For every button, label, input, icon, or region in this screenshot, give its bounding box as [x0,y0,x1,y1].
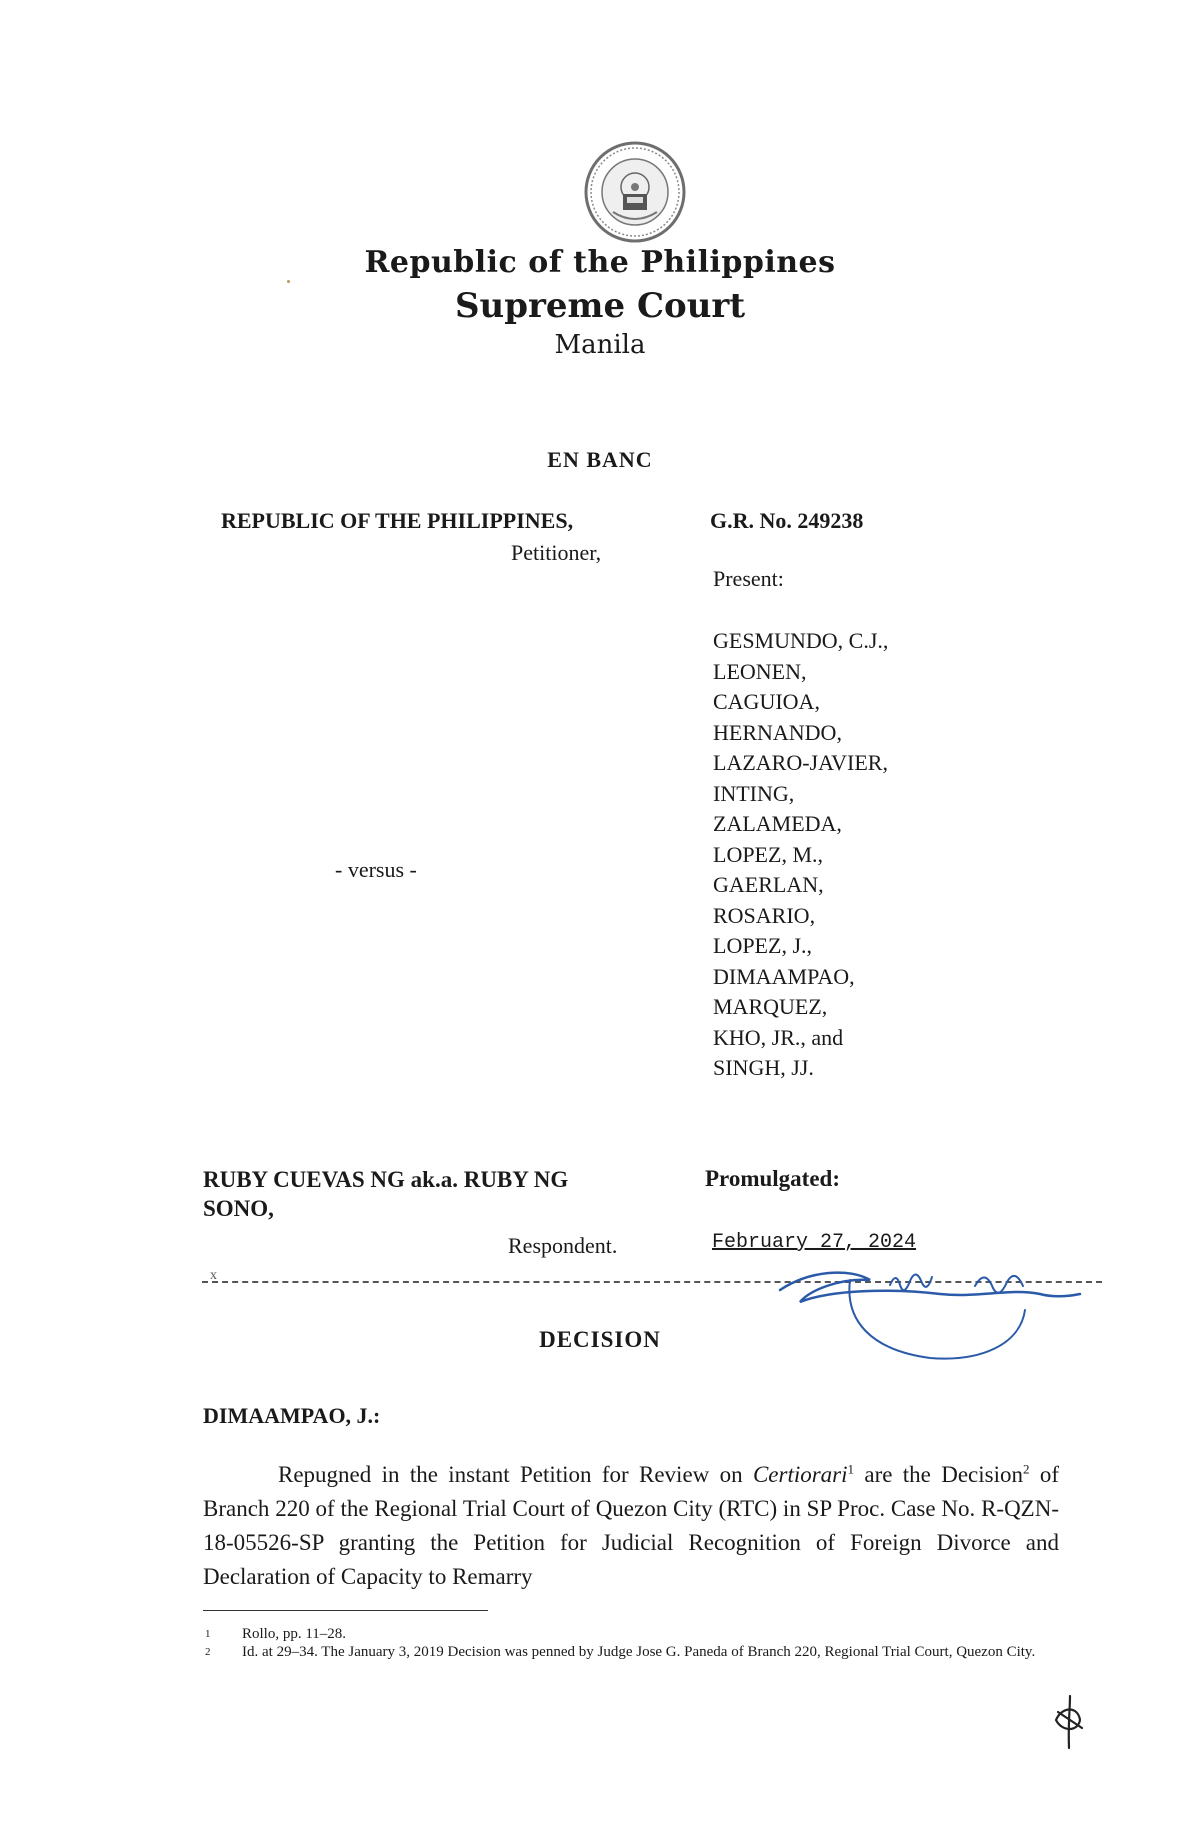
justice-entry: LOPEZ, J., [713,933,812,958]
justice-entry: HERNANDO, [713,719,842,745]
respondent-role: Respondent. [508,1233,618,1258]
header-manila: Manila [554,330,646,360]
justices-list [713,626,888,1084]
separator-x-mark: x [210,1268,217,1283]
justice-entry: LAZARO-JAVIER, [713,750,888,775]
versus-label: - versus - [335,857,417,882]
opening-paragraph [203,1458,1059,1594]
justice-entry: INTING, [713,780,795,806]
footnote-text: Rollo, pp. 11–28. [242,1626,347,1642]
petitioner-name: REPUBLIC OF THE PHILIPPINES, [221,508,574,533]
present-label: Present: [713,566,784,591]
footnote-number: 2 [205,1646,211,1658]
justice-entry: ZALAMEDA, [713,811,842,836]
footnote [205,1642,1105,1684]
footnote-number: 1 [205,1628,211,1640]
header-supreme-court: Supreme Court [454,286,746,326]
justice-entry: KHO, JR., and [713,1024,844,1050]
footnote-text: Id. at 29–34. The January 3, 2019 Decision was penned by Judge Jose G. Paneda of Branch 220, Regional Trial Court, Quezon City. [242,1644,1036,1660]
justice-entry: LEONEN, [713,658,807,684]
justice-entry: CAGUIOA, [713,689,820,714]
decision-title: DECISION [539,1327,661,1352]
promulgation-date: February 27, 2024 [712,1231,917,1254]
initial-icon [1048,1692,1088,1752]
footnote [205,1624,1105,1644]
justice-entry: SINGH, JJ. [713,1055,814,1080]
respondent-name: RUBY CUEVAS NG ak.a. RUBY NG SONO, [203,1167,569,1221]
paragraph-italic: Certiorari [752,1462,848,1487]
division-label: EN BANC [547,447,653,472]
gr-number: G.R. No. 249238 [710,508,864,533]
petitioner-role: Petitioner, [511,540,602,565]
paragraph-text: are the Decision [854,1462,1023,1487]
footnote-rule [203,1610,488,1611]
justice-entry: GAERLAN, [713,872,824,897]
justice-entry: MARQUEZ, [713,994,828,1019]
justice-entry: GESMUNDO, C.J., [713,628,889,653]
justice-entry: ROSARIO, [713,902,816,928]
justice-entry: LOPEZ, M., [713,841,823,867]
scan-speck [287,280,290,283]
paragraph-text: Repugned in the instant Petition for Review on [278,1462,753,1487]
footnote-ref: 2 [1023,1461,1030,1477]
paragraph-text: of Branch 220 of the Regional Trial Court of Quezon City (RTC) in SP Proc. Case No. R-QZN-18-05526-SP granting the Petition for Judicial Recognition of Foreign Divorce and Declaration of Capacity to Remarry [203,1462,1060,1589]
header-republic: Republic of the Philippines [364,245,836,280]
ponente: DIMAAMPAO, J.: [203,1403,381,1428]
supreme-court-seal-icon [583,140,687,244]
promulgated-label: Promulgated: [705,1166,841,1191]
footnote-ref: 1 [847,1461,855,1477]
justice-entry: DIMAAMPAO, [713,963,855,989]
